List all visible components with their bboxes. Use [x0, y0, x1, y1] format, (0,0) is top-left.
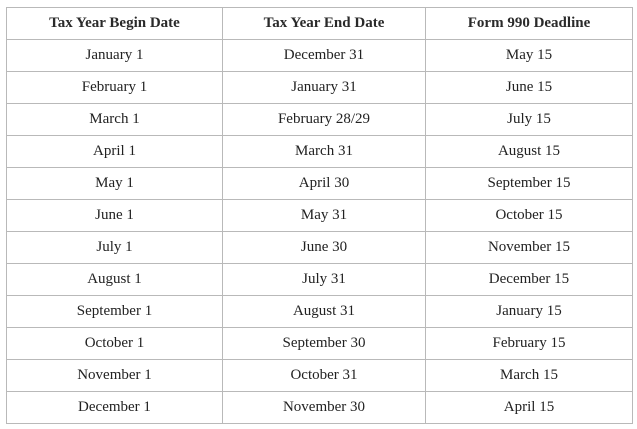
- end-date-cell: March 31: [223, 136, 426, 168]
- end-date-cell: May 31: [223, 200, 426, 232]
- table-row: [7, 168, 633, 200]
- begin-date-cell: April 1: [7, 136, 223, 168]
- deadline-cell: September 15: [426, 168, 633, 200]
- table-body: [7, 40, 633, 424]
- table-row: [7, 360, 633, 392]
- begin-date-cell: September 1: [7, 296, 223, 328]
- form-990-deadline-table: [6, 7, 633, 424]
- begin-date-cell: May 1: [7, 168, 223, 200]
- begin-date-cell: February 1: [7, 72, 223, 104]
- deadline-cell: January 15: [426, 296, 633, 328]
- table-row: [7, 200, 633, 232]
- end-date-cell: February 28/29: [223, 104, 426, 136]
- end-date-cell: September 30: [223, 328, 426, 360]
- deadline-cell: June 15: [426, 72, 633, 104]
- table-row: [7, 392, 633, 424]
- header-row: [7, 8, 633, 40]
- end-date-cell: August 31: [223, 296, 426, 328]
- header-tax-year-begin-date: Tax Year Begin Date: [7, 8, 223, 40]
- deadline-cell: February 15: [426, 328, 633, 360]
- table-row: [7, 40, 633, 72]
- deadline-cell: November 15: [426, 232, 633, 264]
- begin-date-cell: June 1: [7, 200, 223, 232]
- end-date-cell: November 30: [223, 392, 426, 424]
- begin-date-cell: August 1: [7, 264, 223, 296]
- table-row: [7, 328, 633, 360]
- begin-date-cell: November 1: [7, 360, 223, 392]
- table-header: [7, 8, 633, 40]
- end-date-cell: October 31: [223, 360, 426, 392]
- end-date-cell: April 30: [223, 168, 426, 200]
- table-row: [7, 136, 633, 168]
- deadline-cell: December 15: [426, 264, 633, 296]
- table-row: [7, 72, 633, 104]
- begin-date-cell: January 1: [7, 40, 223, 72]
- end-date-cell: January 31: [223, 72, 426, 104]
- header-tax-year-end-date: Tax Year End Date: [223, 8, 426, 40]
- deadline-cell: July 15: [426, 104, 633, 136]
- begin-date-cell: October 1: [7, 328, 223, 360]
- deadline-cell: August 15: [426, 136, 633, 168]
- deadline-cell: March 15: [426, 360, 633, 392]
- table-row: [7, 264, 633, 296]
- begin-date-cell: July 1: [7, 232, 223, 264]
- deadline-cell: April 15: [426, 392, 633, 424]
- end-date-cell: December 31: [223, 40, 426, 72]
- table-row: [7, 296, 633, 328]
- deadline-cell: October 15: [426, 200, 633, 232]
- begin-date-cell: December 1: [7, 392, 223, 424]
- header-form-990-deadline: Form 990 Deadline: [426, 8, 633, 40]
- table-row: [7, 232, 633, 264]
- deadline-cell: May 15: [426, 40, 633, 72]
- table-row: [7, 104, 633, 136]
- end-date-cell: July 31: [223, 264, 426, 296]
- end-date-cell: June 30: [223, 232, 426, 264]
- begin-date-cell: March 1: [7, 104, 223, 136]
